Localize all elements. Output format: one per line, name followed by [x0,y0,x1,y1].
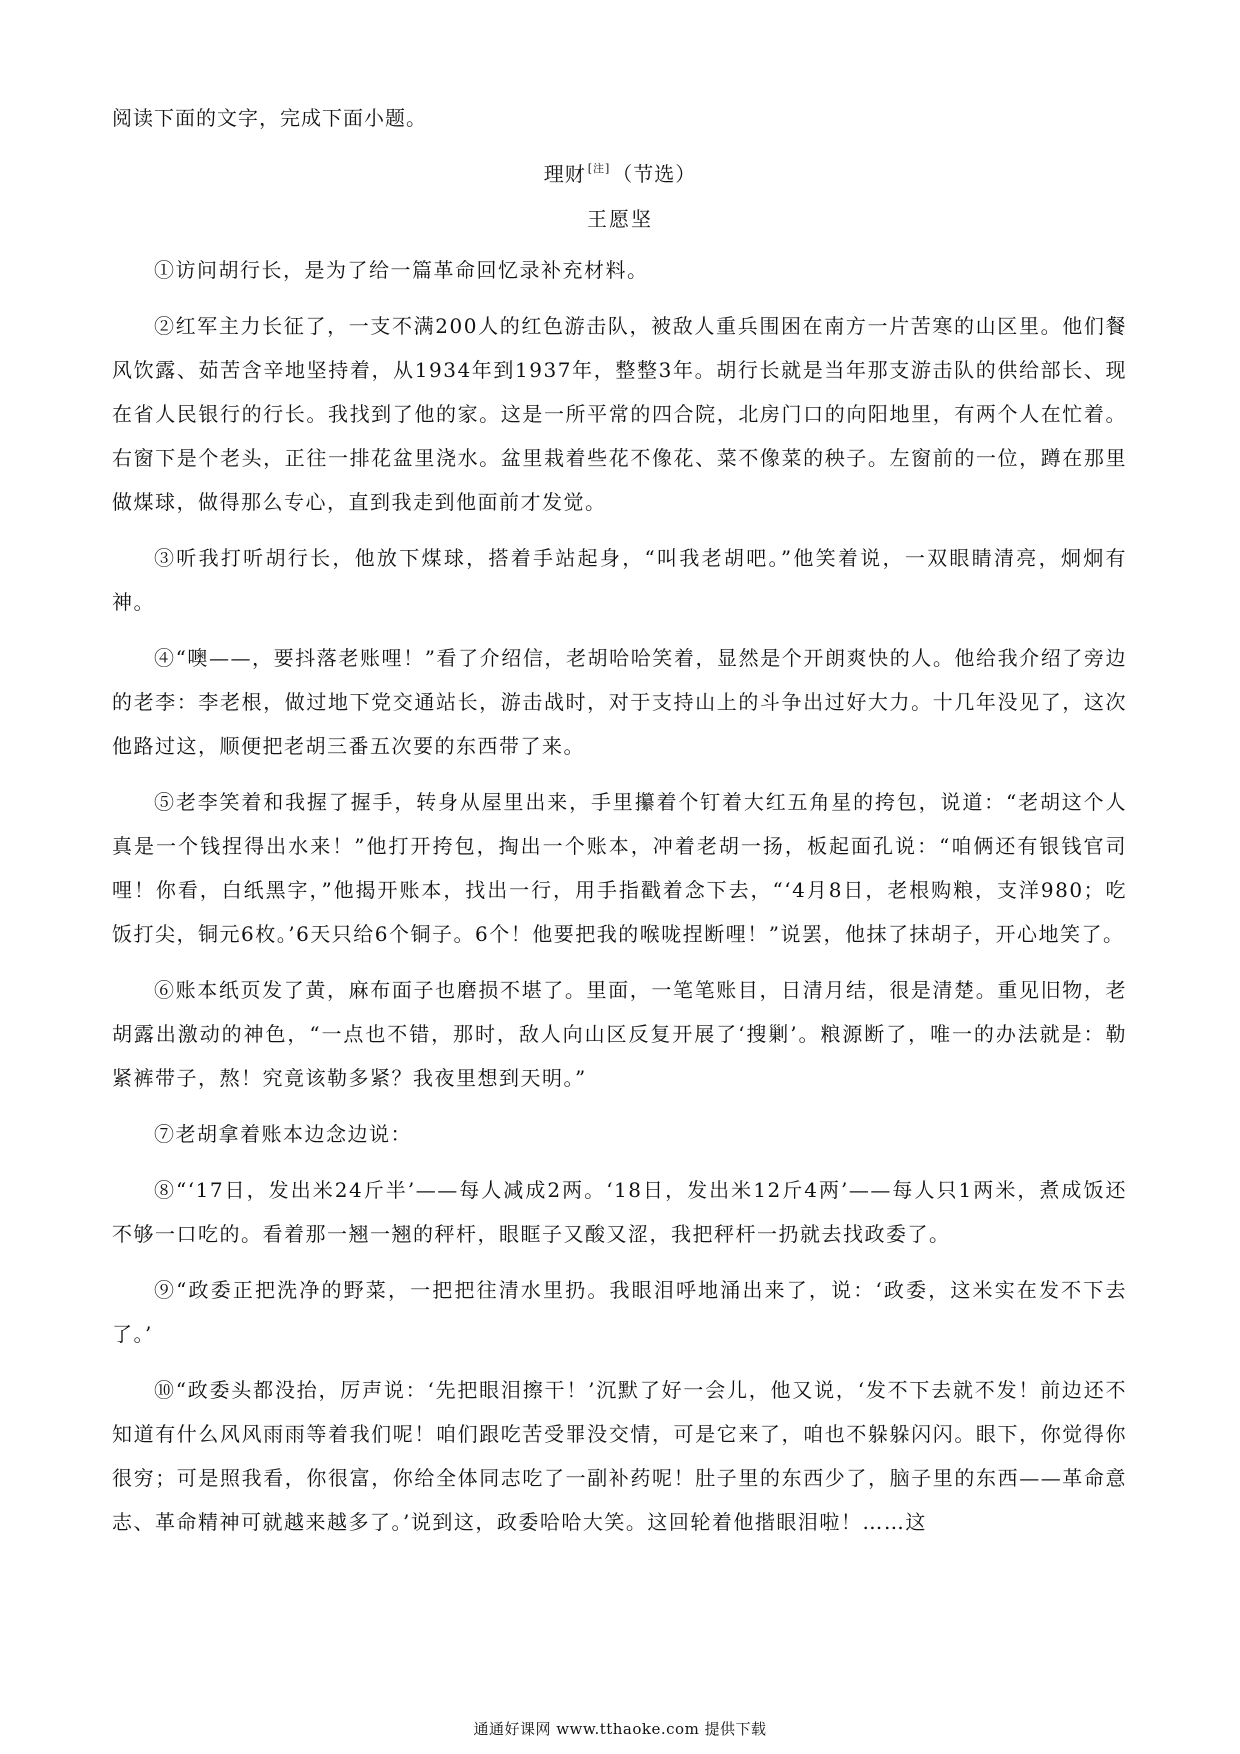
paragraph-10: ⑩“政委头都没抬，厉声说：‘先把眼泪擦干！’沉默了好一会儿，他又说，‘发不下去就不发！前边还不知道有什么风风雨雨等着我们呢！咱们跟吃苦受罪没交情，可是它来了，咱也不躲躲闪闪。眼下，你觉得你很穷；可是照我看，你很富，你给全体同志吃了一副补药呢！肚子里的东西少了，脑子里的东西——革命意志、革命精神可就越来越多了。’说到这，政委哈哈大笑。这回轮着他揩眼泪啦！……这 [112,1378,1127,1534]
article-body [112,248,1127,1556]
article-author: 王愿坚 [587,207,653,231]
article-title [0,154,1240,189]
article-title-suffix: （节选） [612,162,697,186]
paragraph-5: ⑤老李笑着和我握了握手，转身从屋里出来，手里攥着个钉着大红五角星的挎包，说道：“老胡这个人真是一个钱捏得出水来！”他打开挎包，掏出一个账本，冲着老胡一扬，板起面孔说：“咱俩还有银钱官司哩！你看，白纸黑字，”他揭开账本，找出一行，用手指戳着念下去，“‘4月8日，老根购粮，支洋980；吃饭打尖，铜元6枚。’6天只给6个铜子。6个！他要把我的喉咙捏断哩！”说罢，他抹了抹胡子，开心地笑了。 [112,790,1127,946]
paragraph-6: ⑥账本纸页发了黄，麻布面子也磨损不堪了。里面，一笔笔账目，日清月结，很是清楚。重见旧物，老胡露出激动的神色，“一点也不错，那时，敌人向山区反复开展了‘搜剿’。粮源断了，唯一的办法就是：勒紧裤带子，熬！究竟该勒多紧？我夜里想到天明。” [112,978,1127,1090]
paragraph-1: ①访问胡行长，是为了给一篇革命回忆录补充材料。 [154,258,649,282]
reading-instruction: 阅读下面的文字，完成下面小题。 [112,106,427,130]
paragraph-7: ⑦老胡拿着账本边念边说： [154,1122,412,1146]
title-note-marker: [注] [587,162,611,175]
paragraph-4: ④“噢——，要抖落老账哩！”看了介绍信，老胡哈哈笑着，显然是个开朗爽快的人。他给我介绍了旁边的老李：李老根，做过地下党交通站长，游击战时，对于支持山上的斗争出过好大力。十几年没见了，这次他路过这，顺便把老胡三番五次要的东西带了来。 [112,646,1127,758]
paragraph-9: ⑨“政委正把洗净的野菜，一把把往清水里扔。我眼泪呼地涌出来了，说：‘政委，这米实在发不下去了。’ [112,1278,1127,1346]
paragraph-3: ③听我打听胡行长，他放下煤球，搭着手站起身，“叫我老胡吧。”他笑着说，一双眼睛清亮，炯炯有神。 [112,546,1127,614]
paragraph-8: ⑧“‘17日，发出米24斤半’——每人减成2两。‘18日，发出米12斤4两’——每人只1两米，煮成饭还不够一口吃的。看着那一翘一翘的秤杆，眼眶子又酸又涩，我把秤杆一扔就去找政委了。 [112,1178,1127,1246]
article-title-text: 理财 [543,162,586,186]
page-footer: 通通好课网 www.tthaoke.com 提供下载 [473,1720,767,1738]
paragraph-2: ②红军主力长征了，一支不满200人的红色游击队，被敌人重兵围困在南方一片苦寒的山区里。他们餐风饮露、茹苦含辛地坚持着，从1934年到1937年，整整3年。胡行长就是当年那支游击队的供给部长、现在省人民银行的行长。我找到了他的家。这是一所平常的四合院，北房门口的向阳地里，有两个人在忙着。右窗下是个老头，正往一排花盆里浇水。盆里栽着些花不像花、菜不像菜的秧子。左窗前的一位，蹲在那里做煤球，做得那么专心，直到我走到他面前才发觉。 [112,314,1127,514]
